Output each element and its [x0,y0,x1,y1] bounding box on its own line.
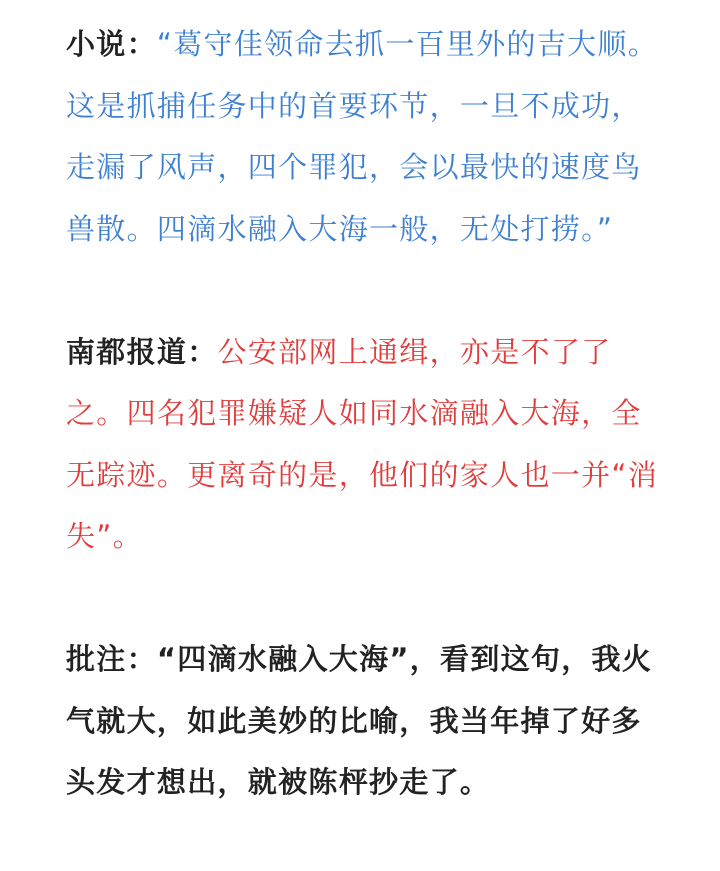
novel-paragraph [66,14,666,260]
news-paragraph [66,322,666,568]
annotation-label: 批注： [66,642,157,676]
novel-label: 小说： [66,27,157,61]
novel-quote: “葛守佳领命去抓一百里外的吉大顺。这是抓捕任务中的首要环节，一旦不成功，走漏了风声，四个罪犯，会以最快的速度鸟兽散。四滴水融入大海一般，无处打捞。” [66,27,659,246]
article-body [66,14,666,814]
annotation-text: “四滴水融入大海”，看到这句，我火气就大，如此美妙的比喻，我当年掉了好多头发才想出，就被陈枰抄走了。 [66,642,653,799]
news-label: 南都报道： [66,334,218,369]
news-quote: 公安部网上通缉，亦是不了了之。四名犯罪嫌疑人如同水滴融入大海，全无踪迹。更离奇的是，他们的家人也一并“消失”。 [66,334,659,553]
annotation-paragraph [66,629,666,814]
